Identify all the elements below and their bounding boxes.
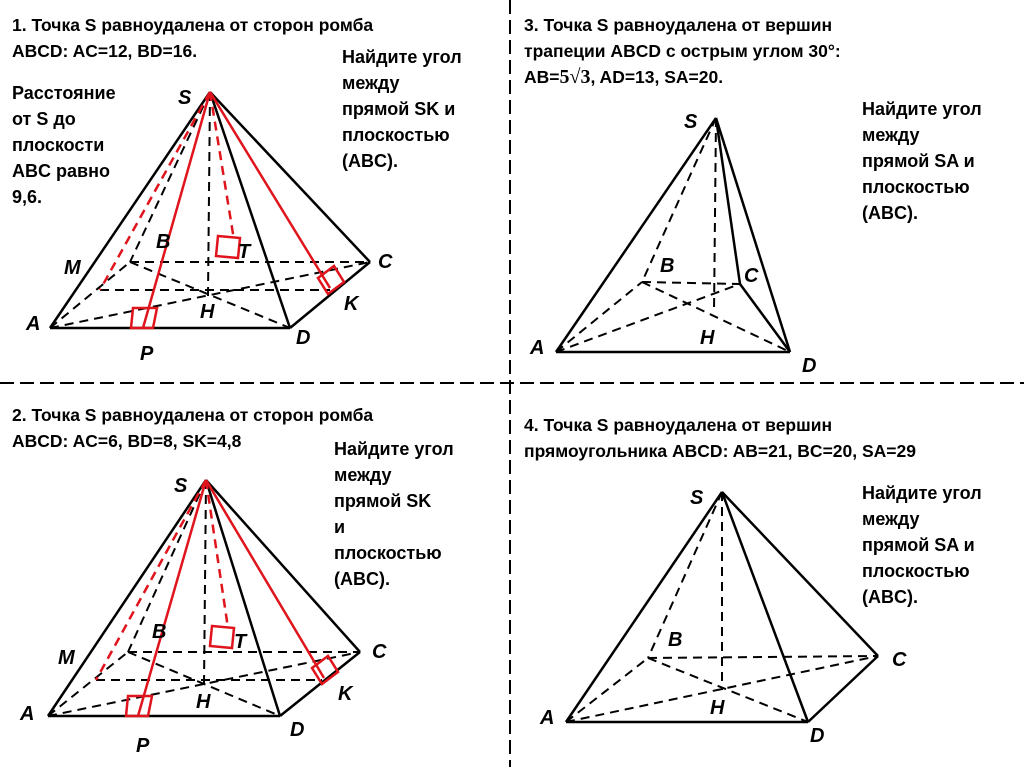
panel4-question: Найдите угол между прямой SA и плоскостью (ABC). [862, 483, 982, 607]
panel1-label-H: H [200, 301, 215, 323]
panel4-label-B: B [668, 629, 683, 651]
panel1-question: Найдите угол между прямой SK и плоскостью (ABC). [342, 47, 462, 171]
panel2-label-T: T [234, 631, 247, 653]
panel2-task-line2: ABCD: AC=6, BD=8, SK=4,8 [12, 431, 242, 451]
panel3-label-C: C [744, 265, 759, 287]
panel1-label-T: T [238, 241, 251, 263]
panel3-task-line1: 3. Точка S равноудалена от вершин [524, 15, 833, 35]
panel1-label-S: S [178, 87, 192, 109]
panel1-label-D: D [296, 327, 311, 349]
panel1-note: Расстояние от S до плоскости ABC равно 9,6. [12, 83, 116, 207]
panel4-label-A: A [540, 707, 555, 729]
panel2-label-D: D [290, 719, 305, 741]
panel4-task-line2: прямоугольника ABCD: AB=21, BC=20, SA=29 [524, 441, 916, 461]
panel2-label-A: A [20, 703, 35, 725]
panel3-task-line3-c: , AD=13, SA=20. [590, 67, 724, 87]
panel2-task-line1: 2. Точка S равноудалена от сторон ромба [12, 405, 374, 425]
panel2-label-M: M [58, 647, 75, 669]
panel2-label-S: S [174, 475, 188, 497]
panel1-label-K: K [344, 293, 359, 315]
panel1-label-P: P [140, 343, 154, 365]
panel1-task-line1: 1. Точка S равноудалена от сторон ромба [12, 15, 374, 35]
panel3-task-line3-a: AB= [524, 67, 560, 87]
panel2-label-C: C [372, 641, 387, 663]
panel4-label-S: S [690, 487, 704, 509]
panel2-label-B: B [152, 621, 167, 643]
panel2-label-K: K [338, 683, 353, 705]
panel1-label-M: M [64, 257, 81, 279]
panel3-task-line2: трапеции ABCD с острым углом 30°: [524, 41, 841, 61]
panel4-label-H: H [710, 697, 725, 719]
panel2-label-H: H [196, 691, 211, 713]
panel1-label-A: A [26, 313, 41, 335]
panel1-task-line2: ABCD: AC=12, BD=16. [12, 41, 198, 61]
panel3-label-S: S [684, 111, 698, 133]
panel3-label-B: B [660, 255, 675, 277]
panel2-label-P: P [136, 735, 150, 757]
panel3-task-line3-radical: 5√3 [559, 66, 591, 88]
panel3-label-D: D [802, 355, 817, 377]
panel3-label-H: H [700, 327, 715, 349]
panel3-question: Найдите угол между прямой SA и плоскостью (ABC). [862, 99, 982, 223]
panel2-question: Найдите угол между прямой SK и плоскостью (ABC). [334, 439, 454, 589]
panel1-label-C: C [378, 251, 393, 273]
panel3-label-A: A [530, 337, 545, 359]
panel4-label-D: D [810, 725, 825, 747]
panel4-task-line1: 4. Точка S равноудалена от вершин [524, 415, 833, 435]
panel4-label-C: C [892, 649, 907, 671]
panel1-label-B: B [156, 231, 171, 253]
